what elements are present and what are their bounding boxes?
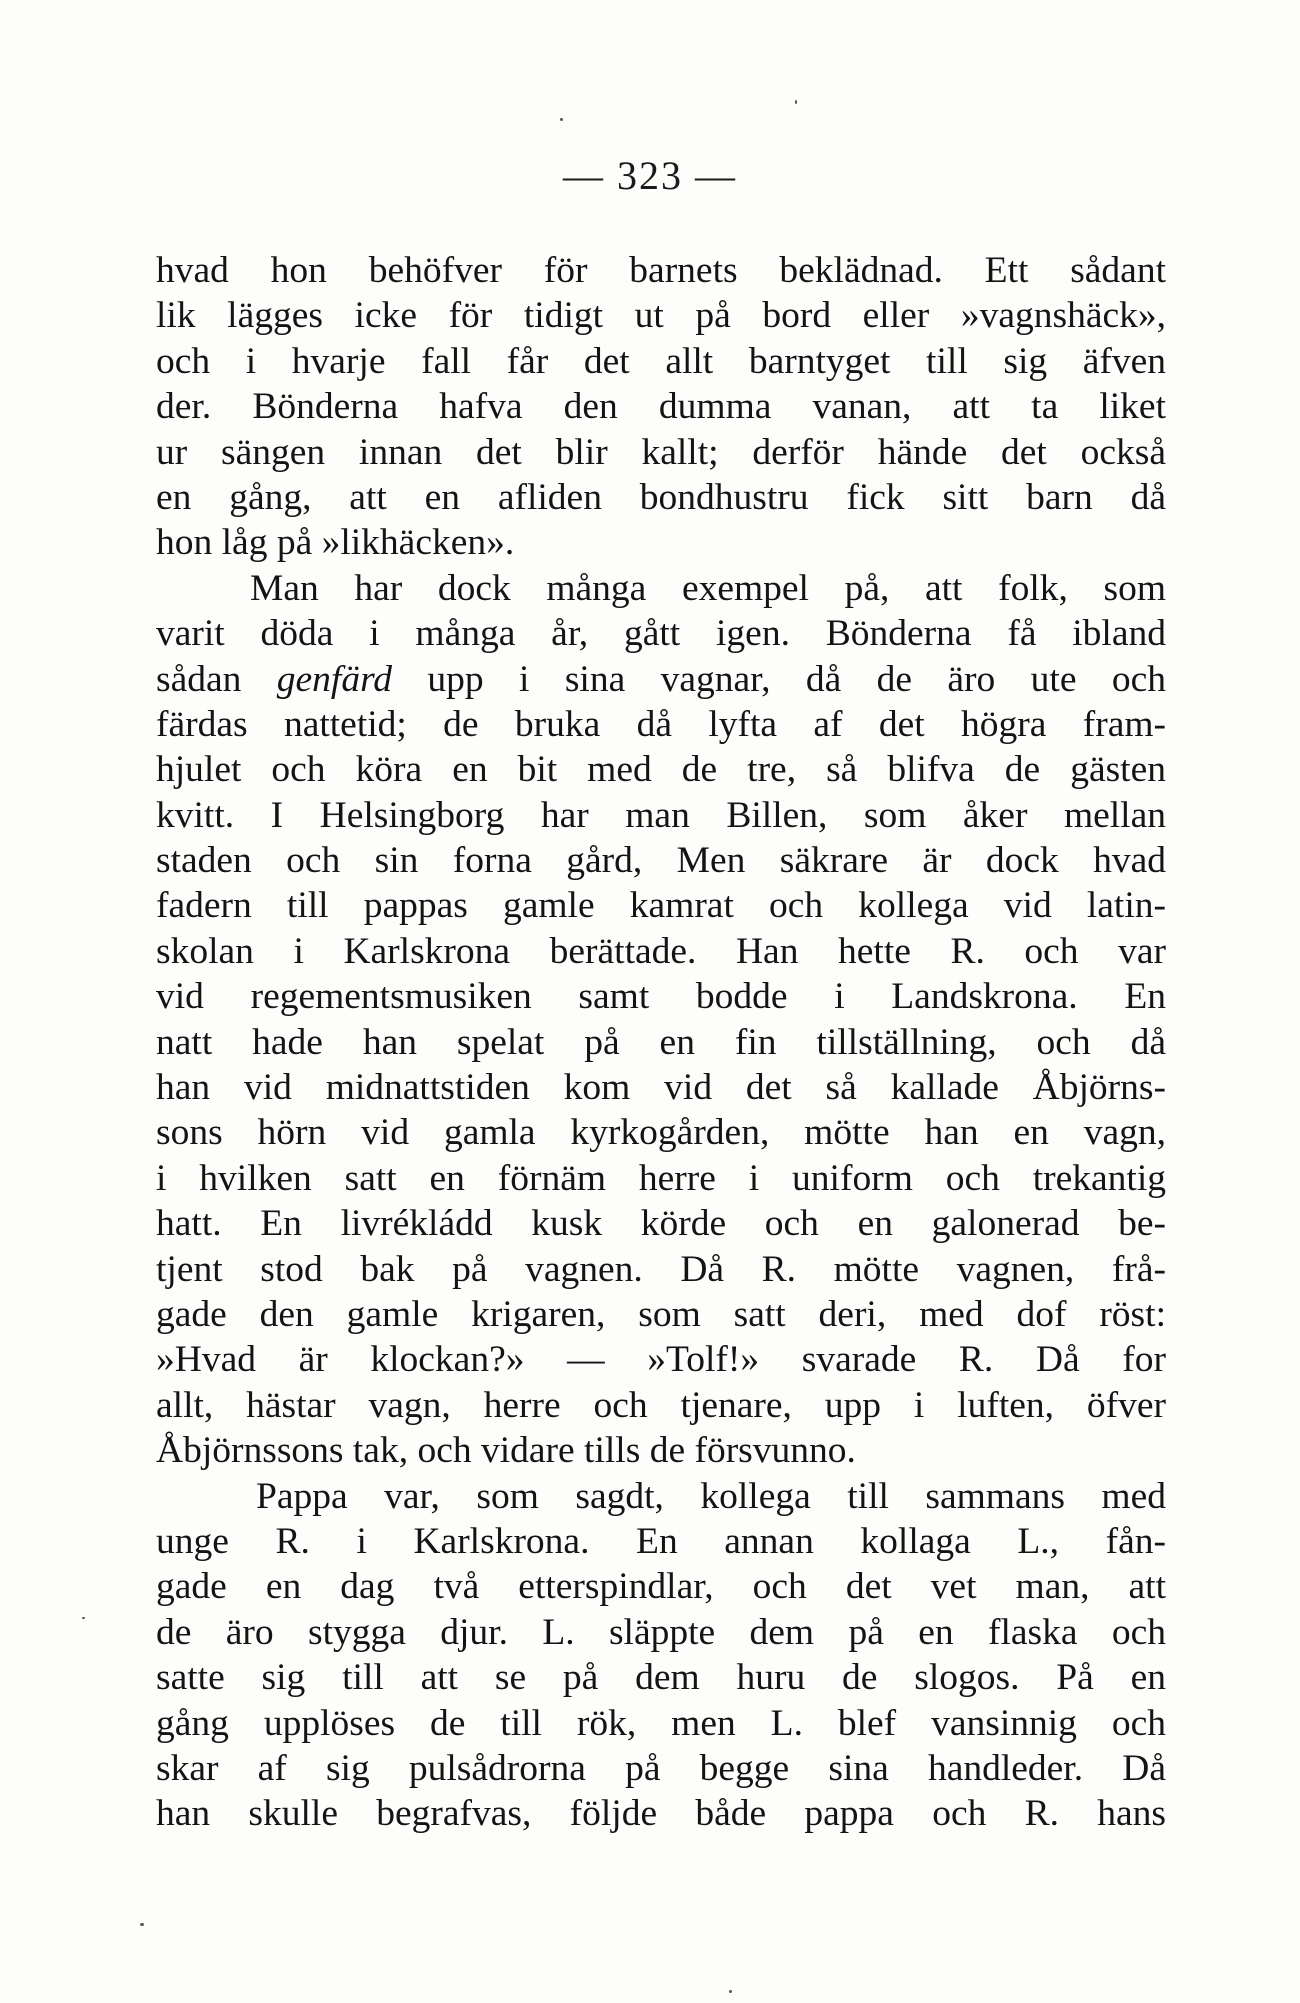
text-line: vid regementsmusiken samt bodde i Landskrona. En [156, 976, 1166, 1018]
text-fragment: sådan [156, 658, 277, 700]
text-line: kvitt. I Helsingborg har man Billen, som åker mellan [156, 794, 1166, 836]
scan-speck [140, 1923, 144, 1926]
text-line: lik lägges icke för tidigt ut på bord eller »vagnshäck», [156, 295, 1166, 337]
text-line: en gång, att en afliden bondhustru fick sitt barn då [156, 476, 1166, 518]
text-line: hatt. En livrékládd kusk körde och en galonerad be- [156, 1203, 1166, 1245]
paragraph-start-line: Pappa var, som sagdt, kollega till sammans med [256, 1475, 1166, 1517]
text-line: gade den gamle krigaren, som satt deri, med dof röst: [156, 1293, 1166, 1335]
text-line: skolan i Karlskrona berättade. Han hette R. och var [156, 930, 1166, 972]
scan-speck [795, 100, 797, 104]
scan-speck [729, 1990, 732, 1993]
text-line: »Hvad är klockan?» — »Tolf!» svarade R. Då for [156, 1339, 1166, 1381]
text-line: satte sig till att se på dem huru de slogos. På en [156, 1657, 1166, 1699]
text-line: natt hade han spelat på en fin tillställning, och då [156, 1021, 1166, 1063]
text-line: Åbjörnssons tak, och vidare tills de försvunno. [156, 1430, 856, 1472]
text-line: sons hörn vid gamla kyrkogården, mötte han en vagn, [156, 1112, 1166, 1154]
italic-word: genfärd [276, 658, 393, 700]
text-line: hvad hon behöfver för barnets beklädnad. Ett sådant [156, 250, 1166, 291]
paragraph-start-line: Man har dock många exempel på, att folk, som [250, 567, 1166, 609]
text-line: skar af sig pulsådrorna på begge sina handleder. Då [156, 1747, 1166, 1789]
text-line: hon låg på »likhäcken». [156, 522, 515, 564]
text-line: han skulle begrafvas, följde både pappa och R. hans [156, 1793, 1166, 1835]
text-line: han vid midnattstiden kom vid det så kallade Åbjörns- [156, 1067, 1166, 1109]
text-line: unge R. i Karlskrona. En annan kollaga L., fån- [156, 1520, 1166, 1562]
text-line: allt, hästar vagn, herre och tjenare, upp i luften, öfver [156, 1384, 1166, 1426]
text-line: gång upplöses de till rök, men L. blef vansinnig och [156, 1702, 1166, 1744]
page-number: — 323 — [563, 153, 737, 198]
text-line: ur sängen innan det blir kallt; derför hände det också [156, 431, 1166, 473]
text-line: och i hvarje fall får det allt barntyget till sig äfven [156, 340, 1166, 382]
text-line: de äro stygga djur. L. släppte dem på en flaska och [156, 1611, 1166, 1653]
text-line: staden och sin forna gård, Men säkrare är dock hvad [156, 840, 1166, 882]
text-line: färdas nattetid; de bruka då lyfta af det högra fram- [156, 703, 1166, 745]
text-line: der. Bönderna hafva den dumma vanan, att ta liket [156, 386, 1166, 428]
text-line-with-italic [156, 657, 1166, 702]
text-line: i hvilken satt en förnäm herre i uniform och trekantig [156, 1157, 1166, 1199]
text-line: tjent stod bak på vagnen. Då R. mötte vagnen, frå- [156, 1248, 1166, 1290]
text-line: varit döda i många år, gått igen. Bönderna få ibland [156, 613, 1166, 655]
text-line: gade en dag två etterspindlar, och det vet man, att [156, 1566, 1166, 1608]
text-line: hjulet och köra en bit med de tre, så blifva de gästen [156, 749, 1166, 791]
scan-speck [560, 118, 563, 121]
text-fragment: upp i sina vagnar, då de äro ute och [392, 658, 1166, 700]
body-text [156, 248, 1166, 1837]
text-line: fadern till pappas gamle kamrat och kollega vid latin- [156, 885, 1166, 927]
scan-speck [82, 1617, 85, 1619]
